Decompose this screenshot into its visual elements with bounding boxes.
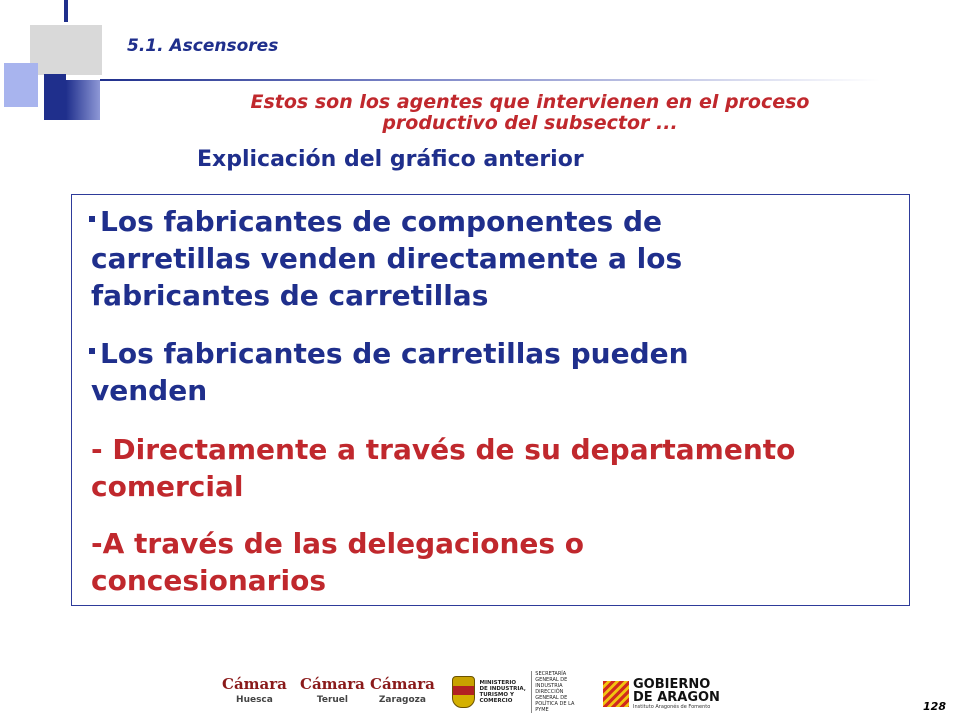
page-number: 128 [923, 700, 946, 713]
ministerio-logo [452, 671, 588, 713]
secretaria-line: SECRETARÍA GENERAL DE [535, 671, 568, 683]
gobierno-line: DE ARAGON [633, 690, 720, 705]
subtitle-line: productivo del subsector ... [382, 112, 678, 134]
square-bullet-icon [89, 216, 95, 222]
deco-gray-square [30, 25, 102, 75]
subtitle-line: Estos son los agentes que intervienen en el proceso [250, 91, 810, 113]
camara-teruel-logo [300, 676, 365, 708]
gobierno-line: GOBIERNO [633, 677, 711, 692]
camara-logo-city: Zaragoza [378, 695, 426, 705]
section-title: 5.1. Ascensores [127, 36, 279, 56]
camara-logo-text: Cámara [222, 675, 287, 693]
bullet-line: carretillas venden directamente a los [91, 242, 683, 275]
bullet-line [89, 335, 889, 372]
content-box [71, 194, 910, 606]
ministerio-line: DE INDUSTRIA, [479, 686, 526, 692]
square-bullet-icon [89, 348, 95, 354]
gobierno-text [633, 678, 720, 710]
header-divider [100, 79, 880, 81]
ministerio-text [479, 680, 528, 704]
deco-navy-square [66, 80, 100, 120]
camara-logo-text: Cámara [370, 675, 435, 693]
deco-navy-bar [44, 74, 66, 120]
channel-line: comercial [91, 470, 244, 503]
ministerio-line: COMERCIO [479, 698, 513, 704]
channel-item [91, 525, 901, 599]
secretaria-line: INDUSTRIA [535, 683, 563, 689]
ministerio-line: MINISTERIO [479, 680, 517, 686]
deco-light-blue-square [4, 63, 38, 107]
secretaria-line: POLÍTICA DE LA PYME [535, 701, 575, 713]
channel-line: - Directamente a través de su departamento [91, 433, 796, 466]
coat-of-arms-icon [452, 676, 475, 708]
channel-line: -A través de las delegaciones o [91, 527, 585, 560]
deco-vertical-line [64, 0, 68, 22]
secretaria-text [531, 671, 588, 713]
bullet-line: fabricantes de carretillas [91, 279, 489, 312]
bullet-item [89, 203, 889, 314]
camara-logo-text: Cámara [300, 675, 365, 693]
camara-logo-city: Huesca [236, 695, 273, 705]
ministerio-line: TURISMO Y [479, 692, 514, 698]
secretaria-line: DIRECCIÓN GENERAL DE [535, 689, 568, 701]
camara-huesca-logo [222, 676, 287, 708]
explanation-title: Explicación del gráfico anterior [197, 147, 584, 172]
corner-decoration [0, 0, 110, 125]
camara-zaragoza-logo [370, 676, 435, 708]
bullet-text: Los fabricantes de carretillas pueden [100, 337, 689, 370]
bullet-item [89, 335, 889, 409]
gobierno-aragon-logo [603, 674, 720, 714]
channel-line: concesionarios [91, 564, 326, 597]
aragon-flag-icon [603, 681, 629, 707]
channel-item [91, 431, 901, 505]
subtitle [160, 92, 900, 134]
camara-logo-city: Teruel [316, 695, 348, 705]
bullet-text: Los fabricantes de componentes de [100, 205, 662, 238]
bullet-line: venden [91, 374, 208, 407]
bullet-line [89, 203, 889, 240]
gobierno-subtitle: Instituto Aragonés de Fomento [633, 704, 711, 710]
